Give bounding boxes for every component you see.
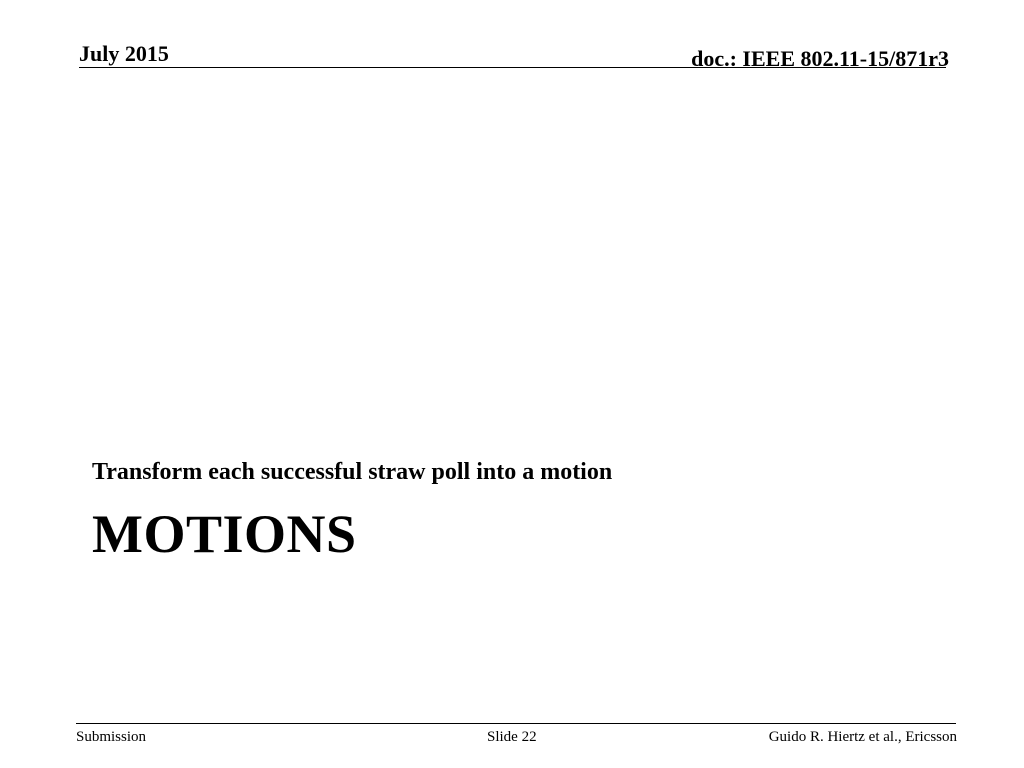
header-doc-id: doc.: IEEE 802.11-15/871r3 — [691, 46, 949, 71]
slide-title: MOTIONS — [92, 504, 357, 564]
header-divider — [79, 67, 946, 68]
footer-author: Guido R. Hiertz et al., Ericsson — [768, 729, 957, 745]
footer-submission: Submission — [76, 729, 147, 745]
slide-subtitle: Transform each successful straw poll into a motion — [92, 459, 613, 485]
footer-divider — [76, 723, 956, 724]
footer-slide-number: Slide 22 — [487, 729, 537, 745]
header-date: July 2015 — [79, 41, 169, 66]
